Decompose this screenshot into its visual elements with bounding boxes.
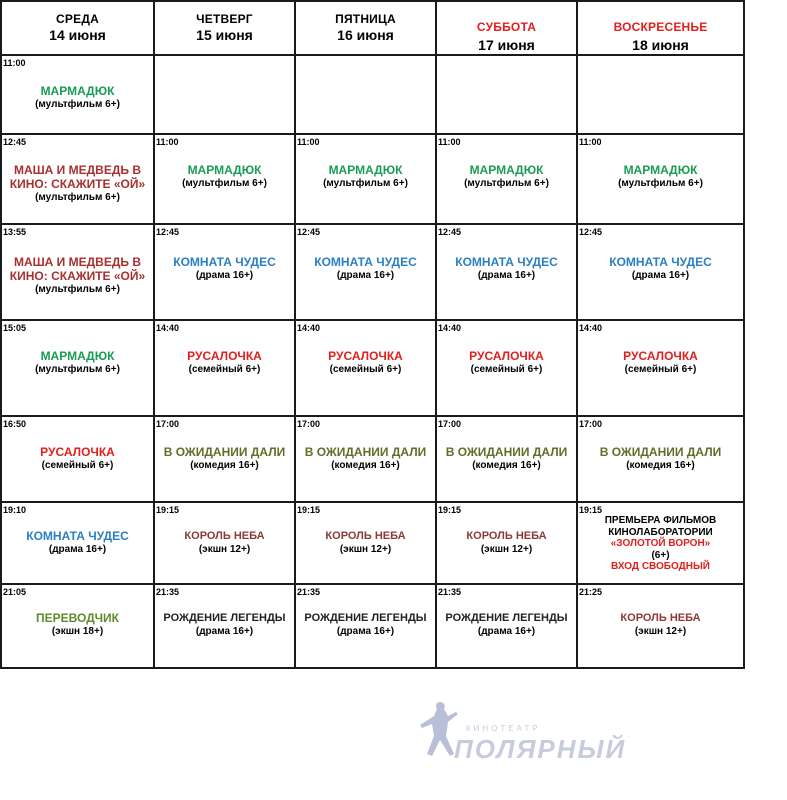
day-date: 15 июня xyxy=(196,27,253,43)
film-title: МАРМАДЮК xyxy=(469,163,544,177)
session-time: 14:40 xyxy=(156,323,180,333)
film-title: МАША И МЕДВЕДЬ В КИНО: СКАЖИТЕ «ОЙ» xyxy=(9,163,146,191)
day-of-week: ВОСКРЕСЕНЬЕ xyxy=(613,20,708,34)
film-title: МАРМАДЮК xyxy=(187,163,262,177)
film-title: КОМНАТА ЧУДЕС xyxy=(314,255,417,269)
header-row xyxy=(1,1,744,55)
film-title: МАРМАДЮК xyxy=(40,84,115,98)
schedule-cell xyxy=(154,320,295,416)
session-time: 19:15 xyxy=(579,505,603,515)
film-entry xyxy=(155,349,294,376)
film-title: МАША И МЕДВЕДЬ В КИНО: СКАЖИТЕ «ОЙ» xyxy=(9,255,146,283)
film-genre: (комедия 16+) xyxy=(331,460,400,471)
film-title: В ОЖИДАНИИ ДАЛИ xyxy=(304,445,427,459)
film-title: РУСАЛОЧКА xyxy=(469,349,544,363)
film-title: КОРОЛЬ НЕБА xyxy=(466,530,547,542)
day-header-wed xyxy=(1,1,154,55)
schedule-cell xyxy=(1,320,154,416)
session-time: 17:00 xyxy=(297,419,321,429)
schedule-cell xyxy=(295,320,436,416)
schedule-cell xyxy=(154,416,295,502)
film-genre: (комедия 16+) xyxy=(626,460,695,471)
schedule-row xyxy=(1,320,744,416)
film-title: КОРОЛЬ НЕБА xyxy=(184,530,265,542)
film-title: МАРМАДЮК xyxy=(328,163,403,177)
film-entry xyxy=(578,611,743,638)
session-time: 14:40 xyxy=(579,323,603,333)
day-date: 14 июня xyxy=(49,27,106,43)
film-entry xyxy=(155,445,294,472)
schedule-cell xyxy=(1,224,154,320)
film-genre: (экшн 12+) xyxy=(480,544,533,555)
schedule-cell xyxy=(295,134,436,224)
day-date: 16 июня xyxy=(337,27,394,43)
schedule-cell xyxy=(577,416,744,502)
film-title: В ОЖИДАНИИ ДАЛИ xyxy=(445,445,568,459)
film-title: РУСАЛОЧКА xyxy=(187,349,262,363)
film-entry xyxy=(155,163,294,190)
day-of-week: СУББОТА xyxy=(476,20,537,34)
film-entry xyxy=(2,84,153,111)
session-time: 19:15 xyxy=(156,505,180,515)
film-title: МАРМАДЮК xyxy=(40,349,115,363)
session-time: 15:05 xyxy=(3,323,27,333)
film-title: РОЖДЕНИЕ ЛЕГЕНДЫ xyxy=(445,612,568,624)
premiere-note xyxy=(578,515,743,573)
session-time: 12:45 xyxy=(156,227,180,237)
schedule-cell xyxy=(295,224,436,320)
day-header-fri xyxy=(295,1,436,55)
film-genre: (мультфильм 6+) xyxy=(35,284,120,295)
schedule-cell xyxy=(577,320,744,416)
schedule-cell xyxy=(436,320,577,416)
session-time: 11:00 xyxy=(579,137,602,147)
film-genre: (драма 16+) xyxy=(631,270,690,281)
film-entry xyxy=(437,445,576,472)
film-entry xyxy=(578,163,743,190)
session-time: 12:45 xyxy=(438,227,462,237)
film-genre: (мультфильм 6+) xyxy=(35,99,120,110)
schedule-cell xyxy=(577,584,744,668)
film-genre: (семейный 6+) xyxy=(188,364,261,375)
film-title: КОМНАТА ЧУДЕС xyxy=(173,255,276,269)
schedule-cell xyxy=(295,584,436,668)
cinema-logo xyxy=(410,698,670,768)
film-title: МАРМАДЮК xyxy=(623,163,698,177)
film-title: КОМНАТА ЧУДЕС xyxy=(455,255,558,269)
schedule-cell xyxy=(154,584,295,668)
film-entry xyxy=(2,445,153,472)
session-time: 21:35 xyxy=(297,587,321,597)
session-time: 17:00 xyxy=(579,419,603,429)
schedule-cell xyxy=(1,502,154,584)
schedule-cell xyxy=(295,416,436,502)
film-entry xyxy=(296,349,435,376)
film-title: КОРОЛЬ НЕБА xyxy=(325,530,406,542)
logo-subtitle: КИНОТЕАТР xyxy=(466,724,541,733)
schedule-cell xyxy=(1,55,154,134)
film-genre: (семейный 6+) xyxy=(624,364,697,375)
day-date: 17 июня xyxy=(478,37,535,53)
schedule-row xyxy=(1,134,744,224)
film-genre: (мультфильм 6+) xyxy=(464,178,549,189)
film-title: ПЕРЕВОДЧИК xyxy=(36,611,119,625)
film-entry xyxy=(296,611,435,638)
session-time: 19:15 xyxy=(438,505,462,515)
session-time: 21:35 xyxy=(438,587,462,597)
schedule-cell xyxy=(436,134,577,224)
film-entry xyxy=(578,445,743,472)
schedule-cell xyxy=(436,224,577,320)
session-time: 12:45 xyxy=(3,137,27,147)
session-time: 14:40 xyxy=(297,323,321,333)
session-time: 14:40 xyxy=(438,323,462,333)
film-entry xyxy=(155,255,294,282)
premiere-line: ПРЕМЬЕРА ФИЛЬМОВ xyxy=(604,515,717,526)
schedule-cell xyxy=(436,584,577,668)
schedule-row xyxy=(1,416,744,502)
schedule-cell xyxy=(154,134,295,224)
session-time: 12:45 xyxy=(297,227,321,237)
session-time: 17:00 xyxy=(156,419,180,429)
session-time: 13:55 xyxy=(3,227,27,237)
film-entry xyxy=(437,255,576,282)
film-entry xyxy=(296,445,435,472)
film-genre: (мультфильм 6+) xyxy=(323,178,408,189)
film-genre: (комедия 16+) xyxy=(472,460,541,471)
film-genre: (комедия 16+) xyxy=(190,460,259,471)
film-genre: (драма 16+) xyxy=(195,626,254,637)
film-genre: (экшн 12+) xyxy=(198,544,251,555)
film-title: РОЖДЕНИЕ ЛЕГЕНДЫ xyxy=(163,612,286,624)
schedule-row xyxy=(1,55,744,134)
film-title: В ОЖИДАНИИ ДАЛИ xyxy=(163,445,286,459)
session-time: 11:00 xyxy=(297,137,320,147)
film-title: КОМНАТА ЧУДЕС xyxy=(26,529,129,543)
premiere-line: КИНОЛАБОРАТОРИИ xyxy=(608,526,713,538)
session-time: 11:00 xyxy=(438,137,461,147)
film-title: РУСАЛОЧКА xyxy=(623,349,698,363)
schedule-row xyxy=(1,502,744,584)
film-genre: (драма 16+) xyxy=(336,626,395,637)
film-genre: (драма 16+) xyxy=(195,270,254,281)
day-header-thu xyxy=(154,1,295,55)
premiere-line: ВХОД СВОБОДНЫЙ xyxy=(611,561,710,572)
day-date: 18 июня xyxy=(632,37,689,53)
film-genre: (мультфильм 6+) xyxy=(182,178,267,189)
film-title: В ОЖИДАНИИ ДАЛИ xyxy=(599,445,722,459)
day-of-week: ПЯТНИЦА xyxy=(335,12,396,26)
film-entry xyxy=(2,163,153,204)
film-entry xyxy=(2,529,153,556)
schedule-cell xyxy=(436,416,577,502)
premiere-line: «ЗОЛОТОЙ ВОРОН» xyxy=(610,538,711,549)
film-genre: (мультфильм 6+) xyxy=(35,364,120,375)
film-genre: (мультфильм 6+) xyxy=(35,192,120,203)
schedule-cell xyxy=(577,224,744,320)
day-of-week: ЧЕТВЕРГ xyxy=(196,12,253,26)
film-title: КОРОЛЬ НЕБА xyxy=(620,612,701,624)
session-time: 12:45 xyxy=(579,227,603,237)
film-entry xyxy=(437,529,576,556)
schedule-cell xyxy=(436,502,577,584)
schedule-cell xyxy=(295,502,436,584)
session-time: 21:25 xyxy=(579,587,603,597)
film-title: РОЖДЕНИЕ ЛЕГЕНДЫ xyxy=(304,612,427,624)
film-entry xyxy=(2,349,153,376)
film-genre: (семейный 6+) xyxy=(41,460,114,471)
film-entry xyxy=(437,611,576,638)
schedule-cell xyxy=(295,55,436,134)
film-genre: (мультфильм 6+) xyxy=(618,178,703,189)
schedule-cell xyxy=(154,224,295,320)
session-time: 19:15 xyxy=(297,505,321,515)
schedule-cell xyxy=(1,416,154,502)
film-genre: (драма 16+) xyxy=(48,544,107,555)
film-entry xyxy=(2,255,153,296)
film-entry xyxy=(296,529,435,556)
film-genre: (драма 16+) xyxy=(477,626,536,637)
session-time: 21:35 xyxy=(156,587,180,597)
film-genre: (семейный 6+) xyxy=(470,364,543,375)
film-entry xyxy=(296,163,435,190)
film-entry xyxy=(296,255,435,282)
session-time: 21:05 xyxy=(3,587,27,597)
film-genre: (драма 16+) xyxy=(336,270,395,281)
schedule-cell xyxy=(154,502,295,584)
premiere-line: (6+) xyxy=(651,549,670,561)
film-genre: (драма 16+) xyxy=(477,270,536,281)
schedule-cell xyxy=(577,502,744,584)
schedule-cell xyxy=(577,55,744,134)
session-time: 11:00 xyxy=(3,58,26,68)
session-time: 19:10 xyxy=(3,505,27,515)
day-of-week: СРЕДА xyxy=(56,12,99,26)
film-genre: (экшн 12+) xyxy=(339,544,392,555)
schedule-cell xyxy=(436,55,577,134)
day-header-sat xyxy=(436,1,577,55)
schedule-row xyxy=(1,224,744,320)
film-entry xyxy=(155,611,294,638)
film-entry xyxy=(437,349,576,376)
schedule-cell xyxy=(1,134,154,224)
film-genre: (семейный 6+) xyxy=(329,364,402,375)
logo-name: ПОЛЯРНЫЙ xyxy=(454,734,627,764)
film-entry xyxy=(437,163,576,190)
session-time: 17:00 xyxy=(438,419,462,429)
schedule-row xyxy=(1,584,744,668)
film-entry xyxy=(578,255,743,282)
day-header-sun xyxy=(577,1,744,55)
film-entry xyxy=(155,529,294,556)
film-title: КОМНАТА ЧУДЕС xyxy=(609,255,712,269)
schedule-cell xyxy=(1,584,154,668)
session-time: 11:00 xyxy=(156,137,179,147)
film-title: РУСАЛОЧКА xyxy=(40,445,115,459)
schedule-cell xyxy=(154,55,295,134)
film-genre: (экшн 12+) xyxy=(634,626,687,637)
film-entry xyxy=(578,349,743,376)
schedule-cell xyxy=(577,134,744,224)
session-time: 16:50 xyxy=(3,419,27,429)
film-genre: (экшн 18+) xyxy=(51,626,104,637)
film-title: РУСАЛОЧКА xyxy=(328,349,403,363)
film-entry xyxy=(2,611,153,638)
